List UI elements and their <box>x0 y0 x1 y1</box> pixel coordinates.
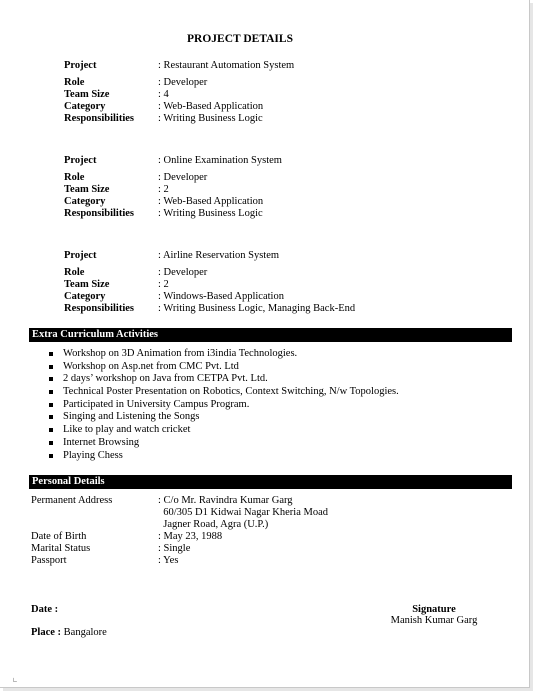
category-label: Category <box>64 196 106 207</box>
project-label: Project <box>64 155 97 166</box>
project-value: : Online Examination System <box>158 155 282 166</box>
marital-label: Marital Status <box>31 543 91 554</box>
responsibilities-value: : Writing Business Logic <box>158 113 263 124</box>
team-size-label: Team Size <box>64 279 110 290</box>
responsibilities-label: Responsibilities <box>64 208 135 219</box>
responsibilities-value: : Writing Business Logic, Managing Back-End <box>158 303 356 314</box>
extra-curriculum-heading: Extra Curriculum Activities <box>29 328 512 342</box>
list-item: Workshop on Asp.net from CMC Pvt. Ltd <box>48 361 399 374</box>
team-size-value: : 2 <box>158 279 169 290</box>
list-item: Playing Chess <box>48 450 399 463</box>
project-value: : Airline Reservation System <box>158 250 280 261</box>
role-label: Role <box>64 267 85 278</box>
team-size-label: Team Size <box>64 184 110 195</box>
personal-details-heading: Personal Details <box>29 475 512 489</box>
place-label: Place : <box>31 627 62 638</box>
role-label: Role <box>64 77 85 88</box>
list-item: Workshop on 3D Animation from i3india Technologies. <box>48 348 399 361</box>
list-item: Singing and Listening the Songs <box>48 411 399 424</box>
list-item: Participated in University Campus Program. <box>48 399 399 412</box>
dob-label: Date of Birth <box>31 531 87 542</box>
address-line-1: : C/o Mr. Ravindra Kumar Garg <box>158 495 293 506</box>
role-value: : Developer <box>158 267 208 278</box>
signature-label: Signature <box>412 604 456 615</box>
project-label: Project <box>64 60 97 71</box>
address-line-2: 60/305 D1 Kidwai Nagar Kheria Moad <box>158 507 328 518</box>
list-item: Technical Poster Presentation on Robotics, Context Switching, N/w Topologies. <box>48 386 399 399</box>
team-size-value: : 4 <box>158 89 169 100</box>
category-label: Category <box>64 291 106 302</box>
date-label: Date : <box>31 604 59 615</box>
responsibilities-value: : Writing Business Logic <box>158 208 263 219</box>
signature-block <box>386 604 482 626</box>
role-label: Role <box>64 172 85 183</box>
marital-value: : Single <box>158 543 191 554</box>
role-value: : Developer <box>158 77 208 88</box>
list-item: Internet Browsing <box>48 437 399 450</box>
category-value: : Windows-Based Application <box>158 291 284 302</box>
category-value: : Web-Based Application <box>158 101 264 112</box>
role-value: : Developer <box>158 172 208 183</box>
passport-value: : Yes <box>158 555 179 566</box>
list-item: 2 days’ workshop on Java from CETPA Pvt. Ltd. <box>48 373 399 386</box>
team-size-value: : 2 <box>158 184 169 195</box>
list-item: Like to play and watch cricket <box>48 424 399 437</box>
passport-label: Passport <box>31 555 67 566</box>
category-label: Category <box>64 101 106 112</box>
responsibilities-label: Responsibilities <box>64 303 135 314</box>
address-line-3: Jagner Road, Agra (U.P.) <box>158 519 269 530</box>
project-label: Project <box>64 250 97 261</box>
category-value: : Web-Based Application <box>158 196 264 207</box>
team-size-label: Team Size <box>64 89 110 100</box>
signature-name: Manish Kumar Garg <box>390 615 478 626</box>
responsibilities-label: Responsibilities <box>64 113 135 124</box>
project-value: : Restaurant Automation System <box>158 60 295 71</box>
dob-value: : May 23, 1988 <box>158 531 223 542</box>
page-title: PROJECT DETAILS <box>187 33 293 45</box>
place-value: Bangalore <box>61 627 107 638</box>
activities-list <box>48 348 399 462</box>
page-corner-icon: ⌞ <box>12 670 18 684</box>
place-line <box>31 627 107 638</box>
address-label: Permanent Address <box>31 495 113 506</box>
